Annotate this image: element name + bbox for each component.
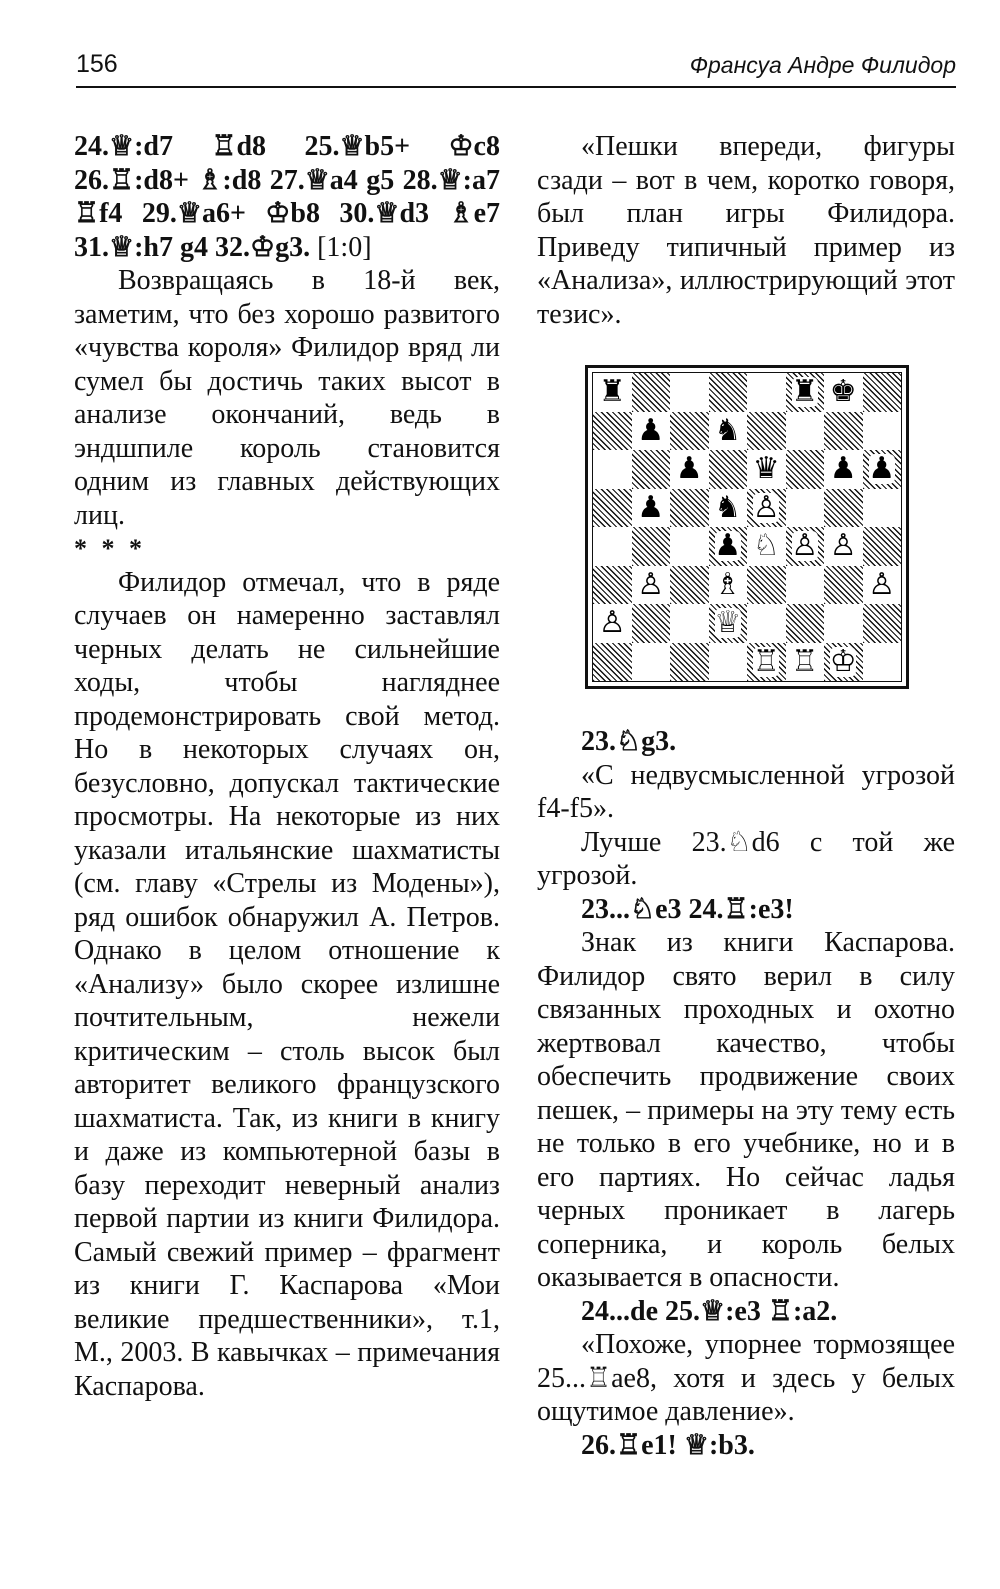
page-number: 156 — [76, 50, 118, 78]
paragraph-king-sense: Возвращаясь в 18-й век, заметим, что без хорошо развитого «чувства короля» Филидор вряд ли сумел бы достичь таких высот в анализе окончаний, ведь в эндшпиле король становится одним из главных действующих лиц. — [74, 265, 500, 531]
square-d5 — [709, 489, 748, 528]
square-g2 — [824, 604, 863, 643]
square-g8 — [824, 373, 863, 412]
square-f3 — [786, 566, 825, 605]
piece-icon: ♟ — [829, 451, 857, 487]
piece-icon: ♙ — [598, 605, 626, 641]
square-e4 — [747, 527, 786, 566]
piece-icon: ♗ — [714, 566, 742, 602]
comment-kasparov-sign: Знак из книги Каспарова. Филидор свято верил в силу связанных проходных и охотно жертвовал качество, чтобы обеспечить продвижение своих пешек, – примеры на эту тему есть не только в его учебнике, но и в его партиях. Но сейчас ладья черных проникает в лагерь соперника, и король белых оказывается в опасности. — [537, 927, 955, 1293]
square-f6 — [786, 450, 825, 489]
square-f5 — [786, 489, 825, 528]
piece-icon: ♜ — [598, 374, 626, 410]
section-divider: * * * — [74, 534, 146, 563]
move-26-re1: 26.♖e1! ♕:b3. — [581, 1429, 755, 1461]
square-b4 — [632, 527, 671, 566]
paragraph-pawns-ahead: «Пешки впереди, фигуры сзади – вот в чем, коротко говоря, был план игры Филидора. Приведу типичный пример из «Анализа», иллюстрирующий этот тезис». — [537, 131, 955, 330]
piece-icon: ♟ — [868, 451, 896, 487]
square-g4 — [824, 527, 863, 566]
square-d6 — [709, 450, 748, 489]
square-a4 — [593, 527, 632, 566]
square-a6 — [593, 450, 632, 489]
square-d2 — [709, 604, 748, 643]
square-a5 — [593, 489, 632, 528]
square-d8 — [709, 373, 748, 412]
square-h8 — [863, 373, 902, 412]
square-e2 — [747, 604, 786, 643]
square-b8 — [632, 373, 671, 412]
square-h5 — [863, 489, 902, 528]
square-g7 — [824, 412, 863, 451]
piece-icon: ♘ — [752, 528, 780, 564]
square-h1 — [863, 643, 902, 682]
square-h6 — [863, 450, 902, 489]
piece-icon: ♙ — [868, 566, 896, 602]
square-d4 — [709, 527, 748, 566]
comment-better-nd6: Лучше 23.♘d6 с той же угрозой. — [537, 826, 955, 891]
move-23-ng3: 23.♘g3. — [581, 726, 677, 757]
piece-icon: ♞ — [714, 412, 742, 448]
piece-icon: ♛ — [752, 451, 780, 487]
square-h2 — [863, 604, 902, 643]
square-e5 — [747, 489, 786, 528]
square-f4 — [786, 527, 825, 566]
square-a7 — [593, 412, 632, 451]
square-g5 — [824, 489, 863, 528]
piece-icon: ♙ — [637, 566, 665, 602]
piece-icon: ♕ — [714, 605, 742, 641]
square-c3 — [670, 566, 709, 605]
moves-text: 24.♕:d7 ♖d8 25.♕b5+ ♔c8 26.♖:d8+ ♗:d8 27.♕a4 g5 28.♕:a7 ♖f4 29.♕a6+ ♔b8 30.♕d3 ♗e7 31.♕:h7 g4 32.♔g3. — [74, 131, 500, 263]
square-a1 — [593, 643, 632, 682]
square-b2 — [632, 604, 671, 643]
square-g6 — [824, 450, 863, 489]
game-result: [1:0] — [310, 231, 372, 263]
board-grid — [592, 372, 902, 682]
square-c8 — [670, 373, 709, 412]
piece-icon: ♟ — [675, 451, 703, 487]
square-e7 — [747, 412, 786, 451]
square-h4 — [863, 527, 902, 566]
square-e6 — [747, 450, 786, 489]
move-24-de: 24...de 25.♕:e3 ♖:a2. — [581, 1295, 838, 1327]
square-f2 — [786, 604, 825, 643]
piece-icon: ♟ — [714, 528, 742, 564]
square-g1 — [824, 643, 863, 682]
chess-board — [585, 365, 909, 689]
square-b6 — [632, 450, 671, 489]
piece-icon: ♔ — [829, 643, 857, 679]
square-h7 — [863, 412, 902, 451]
square-f1 — [786, 643, 825, 682]
piece-icon: ♖ — [791, 643, 819, 679]
square-c4 — [670, 527, 709, 566]
piece-icon: ♜ — [791, 374, 819, 410]
square-g3 — [824, 566, 863, 605]
move-sequence — [74, 130, 500, 264]
square-d1 — [709, 643, 748, 682]
square-c6 — [670, 450, 709, 489]
comment-threat: «С недвусмысленной угрозой f4-f5». — [537, 759, 955, 824]
square-a2 — [593, 604, 632, 643]
chess-diagram — [585, 365, 915, 695]
square-c1 — [670, 643, 709, 682]
square-e1 — [747, 643, 786, 682]
square-h3 — [863, 566, 902, 605]
paragraph-analysis-errors: Филидор отмечал, что в ряде случаев он намеренно заставлял черных делать не сильнейшие ходы, чтобы нагляднее продемонстрировать свой метод. Но в некоторых случаях он, безусловно, допускал тактические просмотры. На некоторые из них указали итальянские шахматисты (см. главу «Стрелы из Модены»), ряд ошибок обнаружил А. Петров. Однако в целом отношение к «Анализу» было скорее излишне почтительным, нежели критическим – столь высок был авторитет великого французского шахматиста. Так, из книги в книгу и даже из компьютерной базы в базу переходит неверный анализ первой партии из книги Филидора. Самый свежий пример – фрагмент из книги Г. Каспарова «Мои великие предшественники», т.1, М., 2003. В кавычках – примечания Каспарова. — [74, 566, 500, 1402]
piece-icon: ♙ — [752, 489, 780, 525]
square-a3 — [593, 566, 632, 605]
square-f8 — [786, 373, 825, 412]
square-a8 — [593, 373, 632, 412]
piece-icon: ♚ — [829, 374, 857, 410]
square-e8 — [747, 373, 786, 412]
square-b7 — [632, 412, 671, 451]
piece-icon: ♙ — [829, 528, 857, 564]
square-d3 — [709, 566, 748, 605]
page-header — [76, 42, 956, 88]
piece-icon: ♟ — [637, 412, 665, 448]
running-title: Франсуа Андре Филидор — [689, 52, 956, 78]
right-column — [537, 130, 955, 1462]
move-23-ne3: 23...♘e3 24.♖:e3! — [581, 893, 794, 925]
square-e3 — [747, 566, 786, 605]
square-c7 — [670, 412, 709, 451]
comment-stubborn: «Похоже, упорнее тормозящее 25...♖ae8, хотя и здесь у белых ощутимое давление». — [537, 1329, 955, 1427]
piece-icon: ♙ — [791, 528, 819, 564]
square-c2 — [670, 604, 709, 643]
square-b5 — [632, 489, 671, 528]
square-c5 — [670, 489, 709, 528]
piece-icon: ♞ — [714, 489, 742, 525]
square-d7 — [709, 412, 748, 451]
piece-icon: ♟ — [637, 489, 665, 525]
piece-icon: ♖ — [752, 643, 780, 679]
square-f7 — [786, 412, 825, 451]
left-column — [74, 130, 500, 1403]
square-b3 — [632, 566, 671, 605]
square-b1 — [632, 643, 671, 682]
